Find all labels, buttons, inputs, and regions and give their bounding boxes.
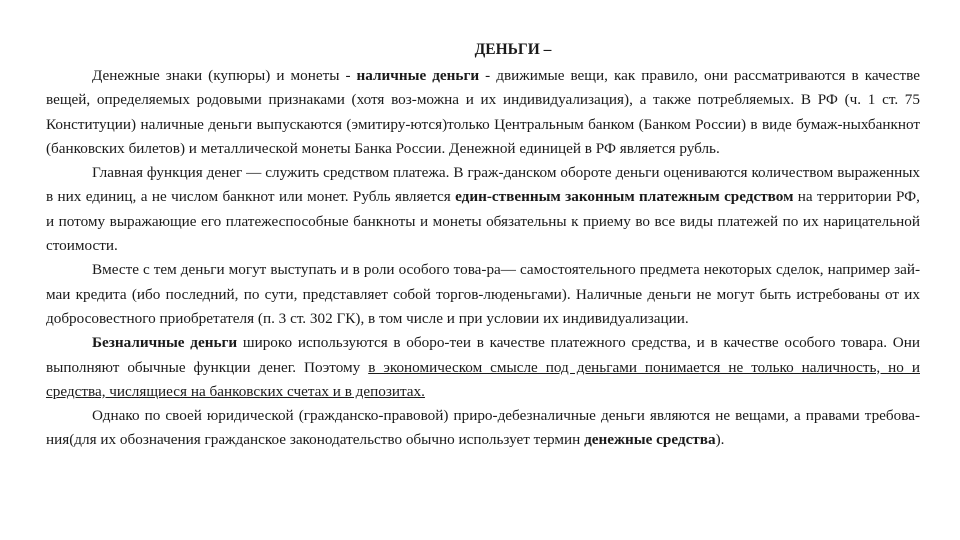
- paragraph-noncash: [46, 331, 920, 404]
- paragraph-special-goods: [46, 258, 920, 331]
- document-title: ДЕНЬГИ –: [474, 41, 552, 58]
- paragraph-legal-nature: [46, 404, 920, 453]
- text-segment: широко используются в оборо-теи в качестве платежного средства, и в качестве особого товара. Они выполняют обычные функции денег. Поэтому: [46, 334, 920, 376]
- text-segment: на территории РФ, и потому выражающие его платежеспособные банкноты и монеты обязательны к приему во все виды платежей по их нарицательной стоимости.: [46, 188, 920, 255]
- paragraph-cash: [46, 64, 920, 161]
- term-cash-money: наличные деньги: [356, 67, 480, 84]
- text-segment: - движимые вещи, как правило, они рассматриваются в качестве вещей, определяемых родовыми признаками (хотя воз-можна и их индивидуализация), а также потребляемых. В РФ (ч. 1 ст. 75 Конституции) наличные деньги выпускаются (эмитиру-ются)только Центральным банком (Банком России) в виде бумаж-ныхбанкнот (банковских билетов) и металлической монеты Банка России. Денежной единицей в РФ является рубль.: [46, 67, 920, 157]
- text-segment: ).: [715, 431, 725, 449]
- term-noncash-money: Безналичные деньги: [92, 334, 238, 352]
- term-legal-tender: един-ственным законным платежным средством: [455, 188, 794, 206]
- text-segment: Главная функция денег — служить средством платежа. В граж-данском обороте деньги оцениваются количеством выраженных в них единиц, а не числом банкнот или монет. Рубль является: [46, 164, 920, 206]
- term-monetary-funds: денежные средства: [584, 431, 716, 449]
- underlined-definition: в экономическом смысле под деньгами понимается не только наличность, но и средства, числящиеся на банковских счетах и в депозитах.: [46, 358, 920, 400]
- text-segment: Однако по своей юридической (гражданско-правовой) приро-дебезналичные деньги являются не вещами, а правами требова-ния(для их обозначения гражданское законодательство обычно использует термин: [46, 407, 920, 449]
- paragraph-payment-function: [46, 161, 920, 258]
- text-segment: Вместе с тем деньги могут выступать и в роли особого това-ра— самостоятельного предмета некоторых сделок, например зай-маи кредита (ибо последний, по сути, представляет собой торгов-люденьгами). Наличные деньги не могут быть истребованы от их добросовестного приобретателя (п. 3 ст. 302 ГК), в том числе и при условии их индивидуализации.: [46, 261, 920, 327]
- text-segment: Денежные знаки (купюры) и монеты -: [92, 67, 357, 84]
